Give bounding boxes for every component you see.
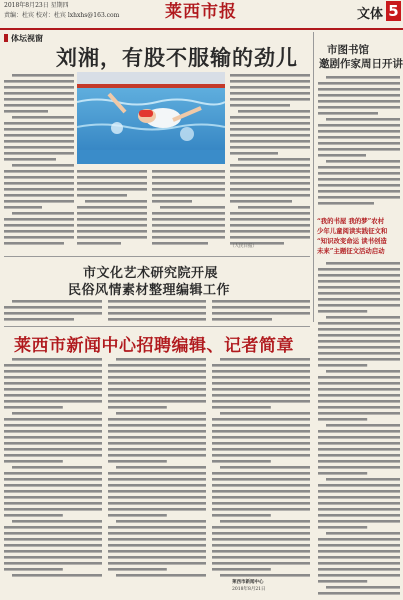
- text-lines: [318, 74, 400, 212]
- recruitment-article-text: [4, 356, 310, 586]
- text-lines: [4, 72, 74, 250]
- main-article-column-4: [230, 72, 310, 250]
- column-divider: [313, 32, 314, 322]
- recruitment-headline: 莱西市新闻中心招聘编辑、记者简章: [14, 336, 294, 356]
- culture-article-text: [4, 298, 310, 322]
- main-article-column-1: [4, 72, 74, 250]
- recruitment-signature: 莱西市新闻中心: [232, 580, 264, 585]
- masthead: [0, 0, 403, 30]
- reading-event-text: [318, 260, 400, 596]
- reading-event-headline-2: 少年儿童阅读实践征文和: [317, 227, 388, 235]
- section-label: 体坛视窗: [4, 33, 43, 44]
- main-headline: 刘湘，有股不服输的劲儿: [56, 45, 298, 70]
- sidebar-article-text: [318, 74, 400, 212]
- reading-event-headline-1: “我的书屋 我的梦”农村: [317, 217, 385, 225]
- editor-contact: 责编：杜宾 校对：杜宾 lxhxhs@163.com: [4, 12, 120, 19]
- text-lines: [4, 356, 310, 586]
- section-divider-2: [4, 326, 310, 327]
- issue-date: 2018年8月23日 星期四: [4, 2, 69, 9]
- main-article-column-3: [152, 168, 225, 250]
- swimmer-image: [77, 72, 225, 164]
- swimmer-photo: [77, 72, 225, 164]
- text-lines: [4, 298, 310, 322]
- culture-headline-1: 市文化艺术研究院开展: [83, 266, 219, 281]
- recruitment-date: 2018年8月21日: [232, 587, 266, 592]
- article-byline: （人民日报）: [230, 244, 257, 249]
- text-lines: [230, 72, 310, 250]
- page-number: 5: [386, 1, 401, 21]
- newspaper-logo: 莱西市报: [165, 2, 237, 22]
- reading-event-headline-3: “知识改变命运 读书创造: [317, 237, 387, 245]
- section-name: 文体: [356, 7, 383, 22]
- culture-headline-2: 民俗风情素材整理编辑工作: [68, 283, 231, 298]
- sidebar-headline-2: 邀剧作家周日开讲: [319, 58, 403, 70]
- text-lines: [152, 168, 225, 250]
- main-article-column-2: [77, 168, 147, 250]
- text-lines: [318, 260, 400, 596]
- section-divider: [4, 256, 310, 257]
- reading-event-headline-4: 未来”主题征文活动启动: [317, 247, 385, 255]
- text-lines: [77, 168, 147, 250]
- sidebar-headline-1: 市图书馆: [327, 44, 369, 56]
